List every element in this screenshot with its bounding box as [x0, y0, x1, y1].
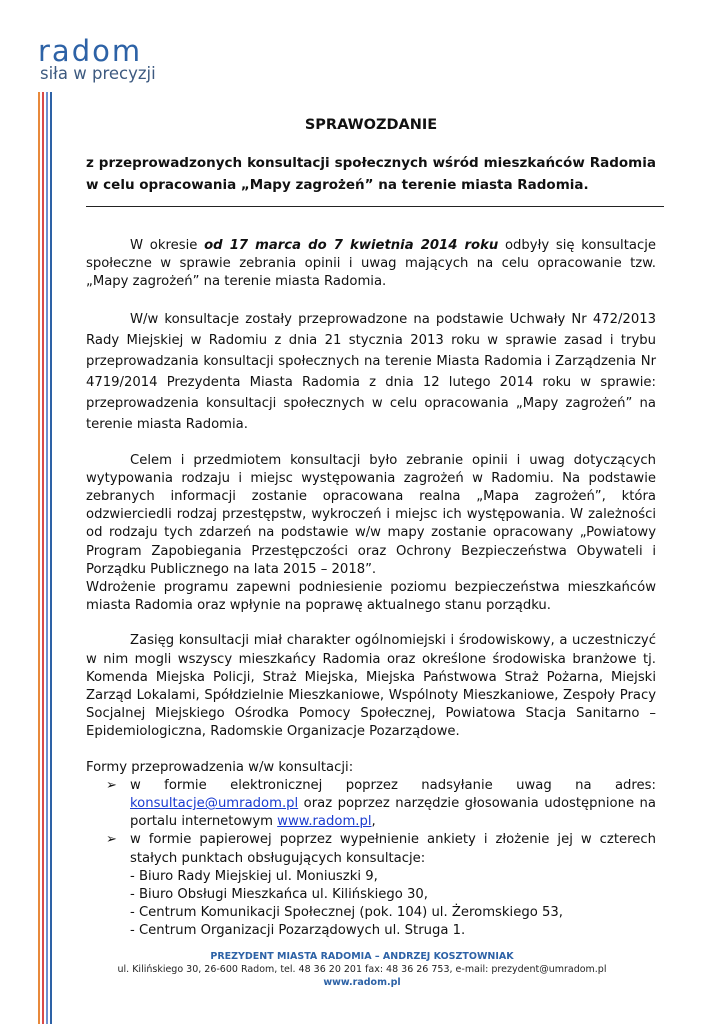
logo-wordmark: radom	[38, 34, 143, 68]
decorative-stripes	[38, 92, 54, 1024]
stripe-blue	[50, 92, 52, 1024]
electronic-text-3: ,	[371, 814, 376, 830]
list-item-paper	[86, 831, 656, 940]
location-item: - Centrum Komunikacji Społecznej (pok. 104) ul. Żeromskiego 53,	[130, 905, 563, 921]
stripe-red	[42, 92, 44, 1024]
page-footer	[0, 950, 724, 989]
period-intro: W okresie	[130, 238, 205, 253]
radom-logo	[38, 36, 168, 86]
consultation-dates: od 17 marca do 7 kwietnia 2014 roku	[204, 238, 499, 253]
paragraph-implementation: Wdrożenie programu zapewni podniesienie poziomu bezpieczeństwa mieszkańców miasta Radomia oraz wpłynie na poprawę aktualnego stanu porządku.	[86, 580, 656, 614]
location-item: - Biuro Obsługi Mieszkańca ul. Kilińskiego 30,	[130, 887, 428, 903]
footer-title: PREZYDENT MIASTA RADOMIA – ANDRZEJ KOSZTOWNIAK	[210, 951, 514, 962]
forms-heading: Formy przeprowadzenia w/w konsultacji:	[86, 759, 354, 775]
forms-list	[86, 777, 656, 941]
divider	[86, 206, 664, 207]
logo-tagline: siła w precyzji	[40, 64, 156, 83]
paragraph-purpose: Celem i przedmiotem konsultacji było zebranie opinii i uwag dotyczących wytypowania rodzaju i miejsc występowania zagrożeń w Radomiu. Na podstawie zebranych informacji zostanie opracowana realna „Mapa zagrożeń”, która odzwierciedli rodzaj przestępstw, wykroczeń i miejsc ich występowania. W zależności od rodzaju tych zdarzeń na podstawie w/w mapy zostanie opracowany „Powiatowy Program Zapobiegania Przestępczości oraz Ochrony Bezpieczeństwa Obywateli i Porządku Publicznego na lata 2015 – 2018”.	[86, 452, 656, 577]
document-title: SPRAWOZDANIE	[304, 117, 438, 133]
paragraph-scope: Zasięg konsultacji miał charakter ogólnomiejski i środowiskowy, a uczestniczyć w nim mogli wszyscy mieszkańcy Radomia oraz określone środowiska branżowe tj. Komenda Miejska Policji, Straż Miejska, Miejska Państwowa Straż Pożarna, Miejski Zarząd Lokalami, Spółdzielnie Mieszkaniowe, Wspólnoty Mieszkaniowe, Zespoły Pracy Socjalnej Miejskiego Ośrodka Pomocy Społecznej, Powiatowa Stacja Sanitarno – Epidemiologiczna, Radomskie Organizacje Pozarządowe.	[86, 633, 656, 740]
stripe-lightblue	[46, 92, 48, 1024]
paper-text: w formie papierowej poprzez wypełnienie ankiety i złożenie jej w czterech stałych punktach obsługujących konsultacje:	[130, 832, 656, 866]
electronic-text: w formie elektronicznej poprzez nadsyłanie uwag na adres:	[130, 777, 656, 793]
paragraph-legal-basis: W/w konsultacje zostały przeprowadzone na podstawie Uchwały Nr 472/2013 Rady Miejskiej w Radomiu z dnia 21 stycznia 2013 roku w sprawie zasad i trybu przeprowadzania konsultacji społecznych na terenie Miasta Radomia i Zarządzenia Nr 4719/2014 Prezydenta Miasta Radomia z dnia 12 lutego 2014 roku w sprawie: przeprowadzenia konsultacji społecznych w celu opracowania „Mapy zagrożeń” na terenie miasta Radomia.	[86, 311, 656, 432]
arrow-bullet-icon: ➢	[106, 777, 117, 793]
website-link[interactable]: www.radom.pl	[277, 814, 372, 830]
arrow-bullet-icon: ➢	[106, 832, 117, 848]
location-item: - Centrum Organizacji Pozarządowych ul. Struga 1.	[130, 923, 466, 939]
footer-address: ul. Kilińskiego 30, 26-600 Radom, tel. 48 36 20 201 fax: 48 36 26 753, e-mail: prezydent@umradom.pl	[117, 964, 607, 975]
paragraph-period	[86, 237, 656, 292]
footer-website[interactable]: www.radom.pl	[323, 977, 401, 988]
document-body	[86, 237, 656, 941]
document-subtitle: z przeprowadzonych konsultacji społecznych wśród mieszkańców Radomia w celu opracowania „Mapy zagrożeń” na terenie miasta Radomia.	[86, 155, 656, 193]
electronic-text-2: oraz poprzez narzędzie głosowania udostępnione na portalu internetowym	[130, 796, 656, 830]
period-rest: odbyły się konsultacje społeczne w sprawie zebrania opinii i uwag mających na celu opracowanie tzw. „Mapy zagrożeń” na terenie miasta Radomia.	[86, 238, 656, 290]
location-item: - Biuro Rady Miejskiej ul. Moniuszki 9,	[130, 868, 378, 884]
list-item-electronic	[86, 777, 656, 832]
stripe-orange	[38, 92, 40, 1024]
email-link[interactable]: konsultacje@umradom.pl	[130, 796, 299, 812]
